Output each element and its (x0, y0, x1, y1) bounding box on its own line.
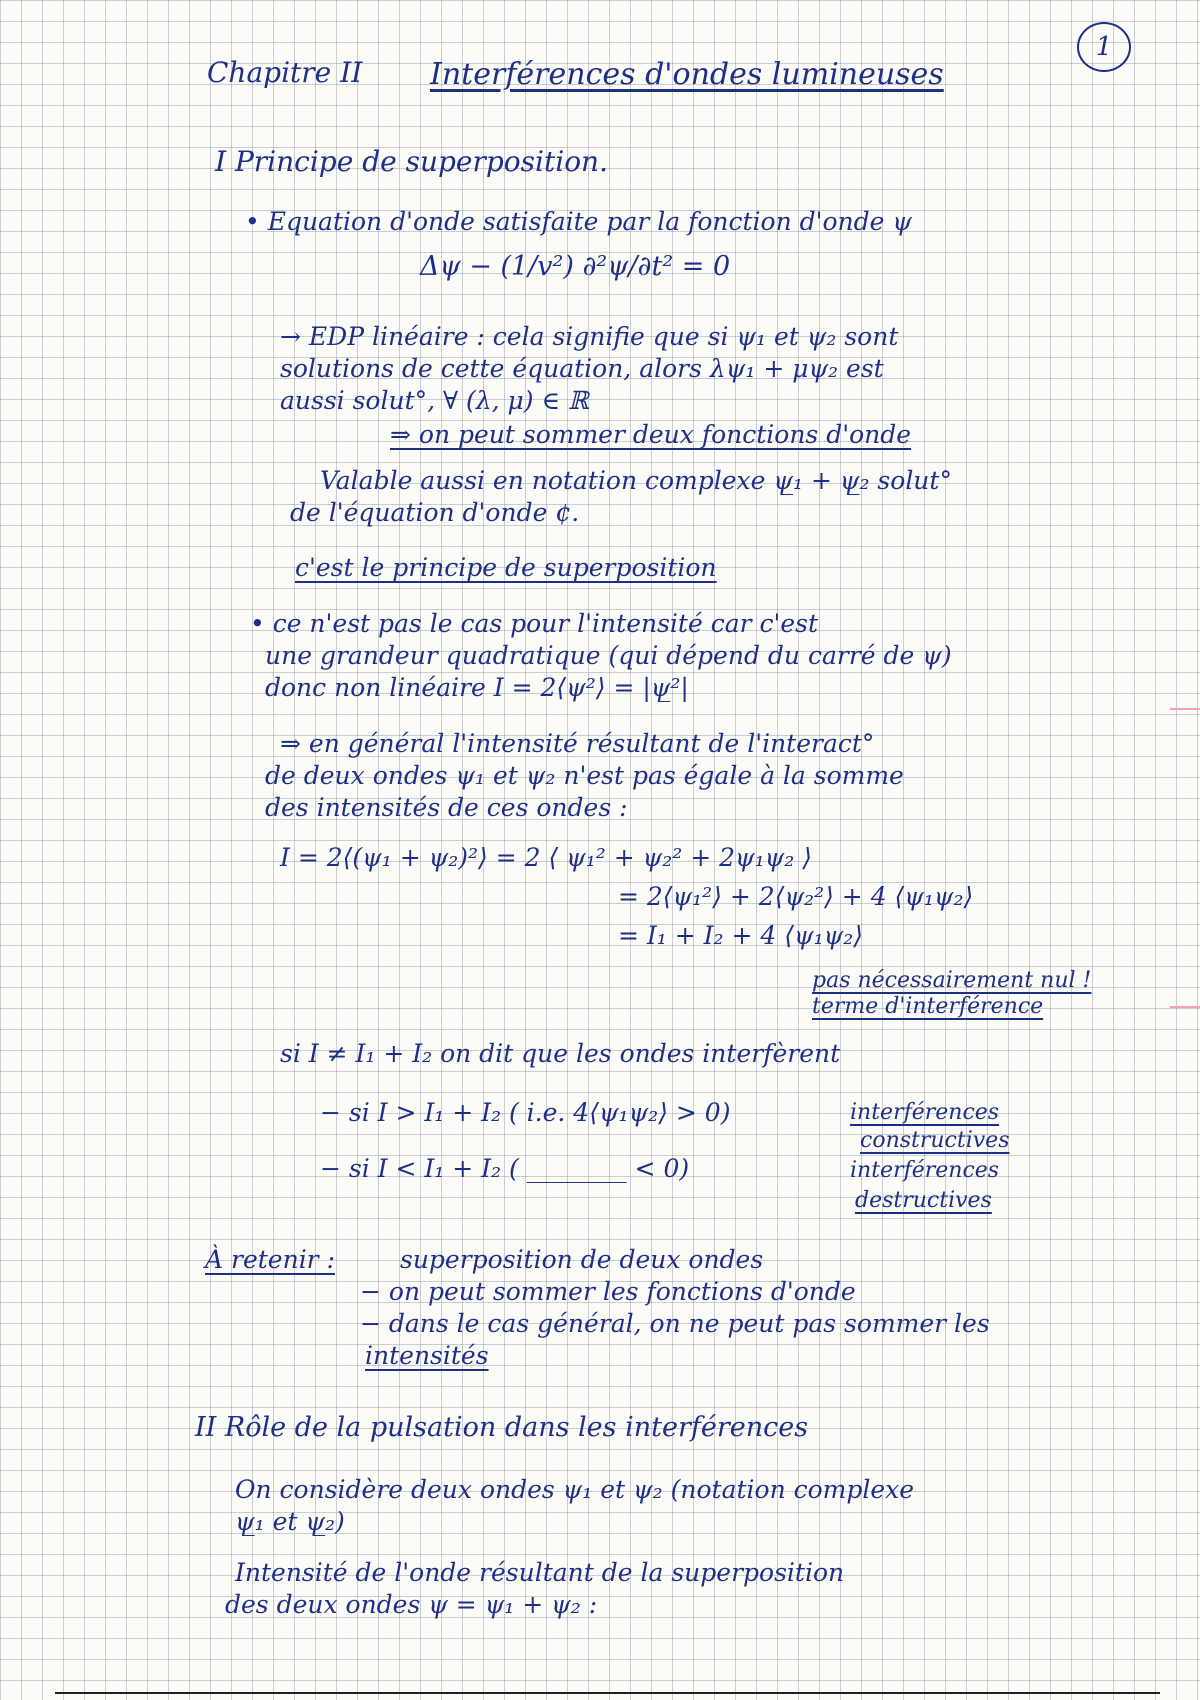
chapter-title: Interférences d'ondes lumineuses (430, 57, 944, 92)
intensity-equation: = 2⟨ψ₁²⟩ + 2⟨ψ₂²⟩ + 4 ⟨ψ₁ψ₂⟩ (618, 882, 974, 911)
destructive-label: interférences (850, 1158, 1000, 1183)
superposition-consequence: ⇒ on peut sommer deux fonctions d'onde (390, 420, 912, 449)
constructive-case: − si I > I₁ + I₂ ( i.e. 4⟨ψ₁ψ₂⟩ > 0) (320, 1098, 731, 1127)
general-text: de deux ondes ψ₁ et ψ₂ n'est pas égale à la somme (265, 761, 904, 790)
page-bottom-rule (55, 1692, 1160, 1694)
section-heading: I Principe de superposition. (215, 145, 608, 178)
remember-text: intensités (365, 1341, 489, 1370)
section2-text: des deux ondes ψ = ψ₁ + ψ₂ : (225, 1590, 598, 1619)
wave-equation: Δψ − (1/v²) ∂²ψ/∂t² = 0 (420, 251, 731, 282)
edp-text: → EDP linéaire : cela signifie que si ψ₁ et ψ₂ sont (280, 322, 899, 351)
margin-rule (1170, 708, 1200, 710)
remember-text: − on peut sommer les fonctions d'onde (360, 1277, 856, 1306)
section2-text: Intensité de l'onde résultant de la superposition (235, 1558, 845, 1587)
edp-text: solutions de cette équation, alors λψ₁ + μψ₂ est (280, 354, 884, 383)
interference-note: pas nécessairement nul ! (812, 968, 1092, 993)
interference-note: terme d'interférence (812, 994, 1044, 1019)
intensity-text: • ce n'est pas le cas pour l'intensité car c'est (250, 609, 819, 638)
edp-text: aussi solut°, ∀ (λ, μ) ∈ ℝ (280, 386, 589, 415)
complex-notation-text: de l'équation d'onde ¢. (290, 498, 580, 527)
destructive-case: − si I < I₁ + I₂ ( ________ < 0) (320, 1154, 690, 1183)
remember-label: À retenir : (205, 1245, 336, 1274)
intensity-text: donc non linéaire I = 2⟨ψ²⟩ = |ψ̲²| (265, 673, 689, 702)
interference-condition: si I ≠ I₁ + I₂ on dit que les ondes interfèrent (280, 1039, 841, 1068)
bullet-wave-equation: • Equation d'onde satisfaite par la fonction d'onde ψ (245, 207, 912, 236)
section2-text: ψ̲₁ et ψ̲₂) (235, 1507, 345, 1536)
intensity-equation: I = 2⟨(ψ₁ + ψ₂)²⟩ = 2 ⟨ ψ₁² + ψ₂² + 2ψ₁ψ₂ ⟩ (280, 843, 812, 872)
remember-text: − dans le cas général, on ne peut pas sommer les (360, 1309, 990, 1338)
superposition-principle: c'est le principe de superposition (295, 553, 717, 582)
complex-notation-text: Valable aussi en notation complexe ψ̲₁ + ψ̲₂ solut° (320, 466, 952, 495)
constructive-label: constructives (860, 1128, 1010, 1153)
general-text: ⇒ en général l'intensité résultant de l'interact° (280, 729, 875, 758)
intensity-equation: = I₁ + I₂ + 4 ⟨ψ₁ψ₂⟩ (618, 921, 863, 950)
remember-text: superposition de deux ondes (400, 1245, 764, 1274)
intensity-text: une grandeur quadratique (qui dépend du carré de ψ) (265, 641, 952, 670)
constructive-label: interférences (850, 1100, 1000, 1125)
page-number: 1 (1077, 22, 1131, 72)
margin-rule (1170, 1006, 1200, 1008)
general-text: des intensités de ces ondes : (265, 793, 628, 822)
chapter-label: Chapitre II (207, 56, 363, 89)
section2-text: On considère deux ondes ψ₁ et ψ₂ (notation complexe (235, 1475, 915, 1504)
destructive-label: destructives (855, 1188, 992, 1213)
section-heading: II Rôle de la pulsation dans les interférences (195, 1412, 809, 1443)
